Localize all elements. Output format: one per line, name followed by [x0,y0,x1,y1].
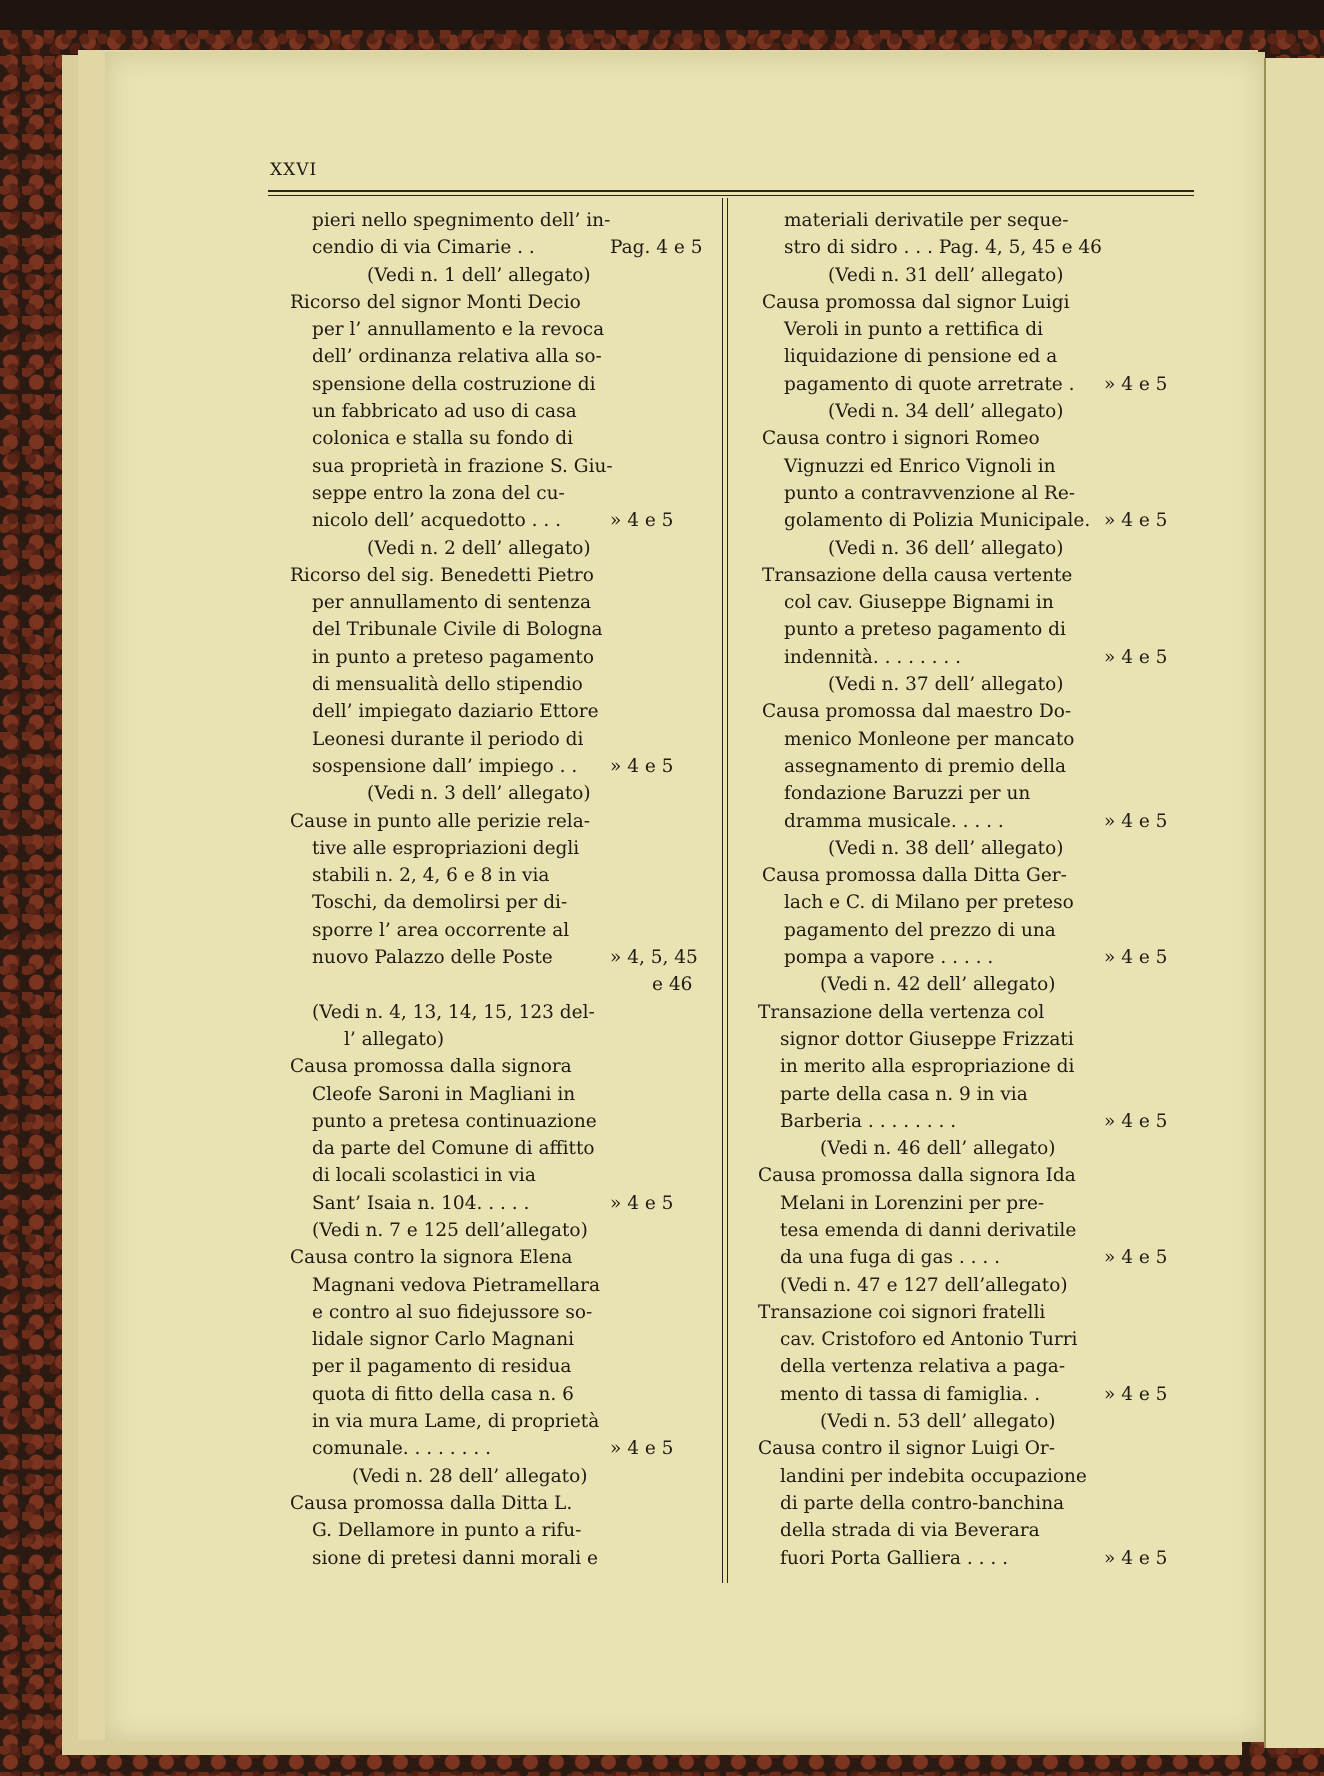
entry-text: Veroli in punto a rettifica di [784,319,1043,341]
entry-text: sospensione dall’ impiego . . [312,755,578,777]
entry-text: lach e C. di Milano per preteso [784,892,1074,914]
index-line [766,453,1198,480]
entry-text: pieri nello spegnimento dell’ in- [312,210,611,231]
index-line [766,889,1198,916]
entry-text: parte della casa n. 9 in via [780,1083,1028,1105]
index-line [290,1435,720,1462]
index-line [766,917,1198,944]
index-line [290,453,720,480]
entry-text: tesa emenda di danni derivatile [780,1219,1077,1241]
entry-text: (Vedi n. 36 dell’ allegato) [828,537,1064,559]
entry-text: colonica e stalla su fondo di [312,428,573,450]
index-line [762,562,1198,589]
index-line [290,1244,720,1271]
entry-text: (Vedi n. 7 e 125 dell’allegato) [312,1219,588,1241]
entry-text: Causa promossa dal signor Luigi [762,291,1070,313]
index-line [290,398,720,425]
entry-text: Leonesi durante il periodo di [312,728,584,750]
index-line [290,780,720,807]
page-reference: » 4 e 5 [1104,1110,1168,1132]
entry-text: di locali scolastici in via [312,1165,536,1187]
entry-text: punto a preteso pagamento di [784,619,1066,641]
entry-text: Causa contro i signori Romeo [762,428,1040,450]
index-line [766,234,1198,261]
entry-text: Causa contro la signora Elena [290,1247,573,1269]
entry-text: Magnani vedova Pietramellara [312,1274,601,1296]
entry-text: per l’ annullamento e la revoca [312,319,605,341]
entry-text: fondazione Baruzzi per un [784,783,1031,805]
entry-text: l’ allegato) [344,1028,445,1050]
index-line [766,780,1198,807]
entry-text: dramma musicale. . . . . [784,810,1004,832]
index-line [766,1353,1198,1380]
page-reference: e 46 [652,974,693,996]
entry-text: nuovo Palazzo delle Poste [312,947,553,969]
index-line [290,616,720,643]
index-line [290,917,720,944]
entry-text: di parte della contro-banchina [780,1492,1065,1514]
entry-text: della strada di via Beverara [780,1520,1040,1542]
index-line [766,398,1198,425]
index-line [290,1408,720,1435]
index-line [766,589,1198,616]
entry-text: quota di fitto della casa n. 6 [312,1383,574,1405]
index-line [290,1545,720,1572]
entry-text: (Vedi n. 2 dell’ allegato) [367,537,591,559]
entry-text: di mensualità dello stipendio [312,674,583,696]
header-rule-thin [268,195,1194,196]
page-reference: » 4 e 5 [1104,1383,1168,1405]
entry-text: tive alle espropriazioni degli [312,837,580,859]
index-line [766,1408,1198,1435]
index-line [290,726,720,753]
entry-text: in via mura Lame, di proprietà [312,1411,600,1433]
index-line [766,1244,1198,1271]
index-line [290,1053,720,1080]
entry-text: Barberia . . . . . . . . [780,1110,957,1132]
index-line [766,1326,1198,1353]
index-line [290,1381,720,1408]
index-line [290,1081,720,1108]
index-line [766,1217,1198,1244]
entry-text: Toschi, da demolirsi per di- [312,892,568,914]
entry-text: seppe entro la zona del cu- [312,482,565,504]
index-line [290,671,720,698]
column-divider [722,198,728,1583]
entry-text: punto a pretesa continuazione [312,1110,597,1132]
page-reference: » 4 e 5 [1104,810,1168,832]
entry-text: Cleofe Saroni in Magliani in [312,1083,576,1105]
index-line [290,371,720,398]
index-line [290,507,720,534]
page-reference: » 4 e 5 [1104,1247,1168,1269]
entry-text: menico Monleone per mancato [784,728,1075,750]
entry-text: (Vedi n. 34 dell’ allegato) [828,401,1064,423]
entry-text: golamento di Polizia Municipale. [784,510,1091,532]
index-line [290,589,720,616]
index-line [290,1353,720,1380]
index-line [766,1545,1198,1572]
index-line [290,944,720,971]
index-line [766,1081,1198,1108]
index-line [766,371,1198,398]
index-line [762,862,1198,889]
entry-text: spensione della costruzione di [312,373,596,395]
index-line [290,1026,720,1053]
index-line [766,1026,1198,1053]
entry-text: mento di tassa di famiglia. . [780,1383,1041,1405]
page-reference: » 4 e 5 [1104,373,1168,395]
entry-text: Melani in Lorenzini per pre- [780,1192,1045,1214]
index-line [766,1381,1198,1408]
entry-text: in punto a preteso pagamento [312,646,594,668]
index-line [290,1272,720,1299]
index-line [290,808,720,835]
index-line [290,889,720,916]
entry-text: col cav. Giuseppe Bignami in [784,592,1054,614]
index-line [766,1108,1198,1135]
index-line [766,316,1198,343]
index-line [290,698,720,725]
entry-text: della vertenza relativa a paga- [780,1356,1066,1378]
index-line [290,835,720,862]
entry-text: Causa promossa dalla signora [290,1056,572,1078]
entry-text: Sant’ Isaia n. 104. . . . . [312,1192,530,1214]
entry-text: (Vedi n. 28 dell’ allegato) [352,1465,588,1487]
index-line [290,1299,720,1326]
index-line [766,1272,1198,1299]
entry-text: (Vedi n. 37 dell’ allegato) [828,674,1064,696]
left-column [290,207,720,1572]
index-line [766,1490,1198,1517]
page-reference: » 4 e 5 [610,1438,674,1460]
entry-text: (Vedi n. 46 dell’ allegato) [820,1138,1056,1160]
entry-text: un fabbricato ad uso di casa [312,401,577,423]
index-line [766,1135,1198,1162]
entry-text: materiali derivatile per seque- [784,210,1069,231]
page-reference: » 4 e 5 [610,510,674,532]
entry-text: (Vedi n. 38 dell’ allegato) [828,837,1064,859]
index-line [290,1463,720,1490]
index-line [290,1217,720,1244]
entry-text: lidale signor Carlo Magnani [312,1329,575,1351]
index-line [762,289,1198,316]
header-rule [268,190,1194,192]
entry-text: stro di sidro . . . Pag. 4, 5, 45 e 46 [784,237,1102,259]
index-line [290,289,720,316]
index-line [290,644,720,671]
index-line [766,971,1198,998]
index-line [290,753,720,780]
page-reference: » 4 e 5 [1104,947,1168,969]
entry-text: fuori Porta Galliera . . . . [780,1547,1008,1569]
index-line [290,862,720,889]
entry-text: Causa contro il signor Luigi Or- [758,1438,1055,1460]
index-line [766,835,1198,862]
index-line [758,999,1198,1026]
page-reference: » 4 e 5 [1104,646,1168,668]
entry-text: Transazione della vertenza col [758,1001,1045,1023]
entry-text: Transazione della causa vertente [762,564,1073,586]
entry-text: (Vedi n. 42 dell’ allegato) [820,974,1056,996]
index-line [290,535,720,562]
index-line [290,1190,720,1217]
entry-text: nicolo dell’ acquedotto . . . [312,510,562,532]
index-line [290,562,720,589]
page-reference: » 4 e 5 [610,1192,674,1214]
entry-text: sporre l’ area occorrente al [312,919,570,941]
index-line [766,644,1198,671]
index-line [290,1326,720,1353]
entry-text: cav. Cristoforo ed Antonio Turri [780,1329,1078,1351]
index-line [290,480,720,507]
entry-text: dell’ impiegato daziario Ettore [312,701,599,723]
index-line [758,1162,1198,1189]
page-reference: » 4 e 5 [1104,510,1168,532]
entry-text: (Vedi n. 1 dell’ allegato) [367,264,591,286]
entry-text: Causa promossa dalla Ditta L. [290,1492,573,1514]
index-line [290,207,720,234]
entry-text: pagamento di quote arretrate . [784,373,1075,395]
index-line [290,262,720,289]
index-line [766,944,1198,971]
index-line [766,480,1198,507]
index-line [290,1162,720,1189]
index-line [766,616,1198,643]
entry-text: pagamento del prezzo di una [784,919,1056,941]
index-line [766,1517,1198,1544]
entry-text: comunale. . . . . . . . [312,1438,491,1460]
page-reference: Pag. 4 e 5 [610,237,703,259]
entry-text: Cause in punto alle perizie rela- [290,810,590,832]
entry-text: (Vedi n. 47 e 127 dell’allegato) [780,1274,1068,1296]
entry-text: stabili n. 2, 4, 6 e 8 in via [312,865,550,887]
index-line [758,1435,1198,1462]
index-line [766,808,1198,835]
index-line [766,753,1198,780]
index-line [290,999,720,1026]
entry-text: Transazione coi signori fratelli [758,1301,1046,1323]
entry-text: pompa a vapore . . . . . [784,947,994,969]
entry-text: dell’ ordinanza relativa alla so- [312,346,602,368]
entry-text: e contro al suo fidejussore so- [312,1301,593,1323]
index-line [762,698,1198,725]
entry-text: Causa promossa dal maestro Do- [762,701,1072,723]
entry-text: sua proprietà in frazione S. Giu- [312,455,613,477]
entry-text: (Vedi n. 4, 13, 14, 15, 123 del- [312,1001,595,1023]
entry-text: Causa promossa dalla signora Ida [758,1165,1076,1187]
entry-text: in merito alla espropriazione di [780,1056,1075,1078]
entry-text: Ricorso del signor Monti Decio [290,291,581,313]
index-line [766,207,1198,234]
index-line [766,507,1198,534]
right-column [758,207,1198,1572]
index-line [290,343,720,370]
index-line [290,316,720,343]
facing-page-edge [1264,58,1324,1748]
index-line [290,1108,720,1135]
page-reference: » 4, 5, 45 [610,947,698,969]
index-line [766,1190,1198,1217]
entry-text: signor dottor Giuseppe Frizzati [780,1028,1074,1050]
entry-text: per annullamento di sentenza [312,592,592,614]
index-line [290,425,720,452]
page-reference: » 4 e 5 [1104,1547,1168,1569]
entry-text: liquidazione di pensione ed a [784,346,1058,368]
entry-text: (Vedi n. 3 dell’ allegato) [367,783,591,805]
index-line [290,1135,720,1162]
index-line [290,971,720,998]
index-line [766,1053,1198,1080]
index-line [766,343,1198,370]
page-number: XXVI [270,160,318,180]
entry-text: per il pagamento di residua [312,1356,572,1378]
entry-text: G. Dellamore in punto a rifu- [312,1520,582,1542]
index-line [766,1463,1198,1490]
entry-text: assegnamento di premio della [784,755,1067,777]
index-line [290,1517,720,1544]
index-line [766,262,1198,289]
entry-text: da parte del Comune di affitto [312,1138,595,1160]
index-line [290,234,720,261]
index-line [762,425,1198,452]
entry-text: Causa promossa dalla Ditta Ger- [762,865,1067,887]
page-reference: » 4 e 5 [610,755,674,777]
entry-text: Vignuzzi ed Enrico Vignoli in [784,455,1056,477]
entry-text: indennità. . . . . . . . [784,646,962,668]
entry-text: punto a contravvenzione al Re- [784,482,1076,504]
index-line [766,671,1198,698]
entry-text: cendio di via Cimarie . . [312,237,535,259]
entry-text: landini per indebita occupazione [780,1465,1087,1487]
index-line [766,726,1198,753]
index-line [290,1490,720,1517]
entry-text: Ricorso del sig. Benedetti Pietro [290,564,594,586]
entry-text: sione di pretesi danni morali e [312,1547,598,1569]
entry-text: del Tribunale Civile di Bologna [312,619,603,641]
entry-text: (Vedi n. 31 dell’ allegato) [828,264,1064,286]
entry-text: da una fuga di gas . . . . [780,1247,1001,1269]
index-line [766,535,1198,562]
entry-text: (Vedi n. 53 dell’ allegato) [820,1411,1056,1433]
index-line [758,1299,1198,1326]
